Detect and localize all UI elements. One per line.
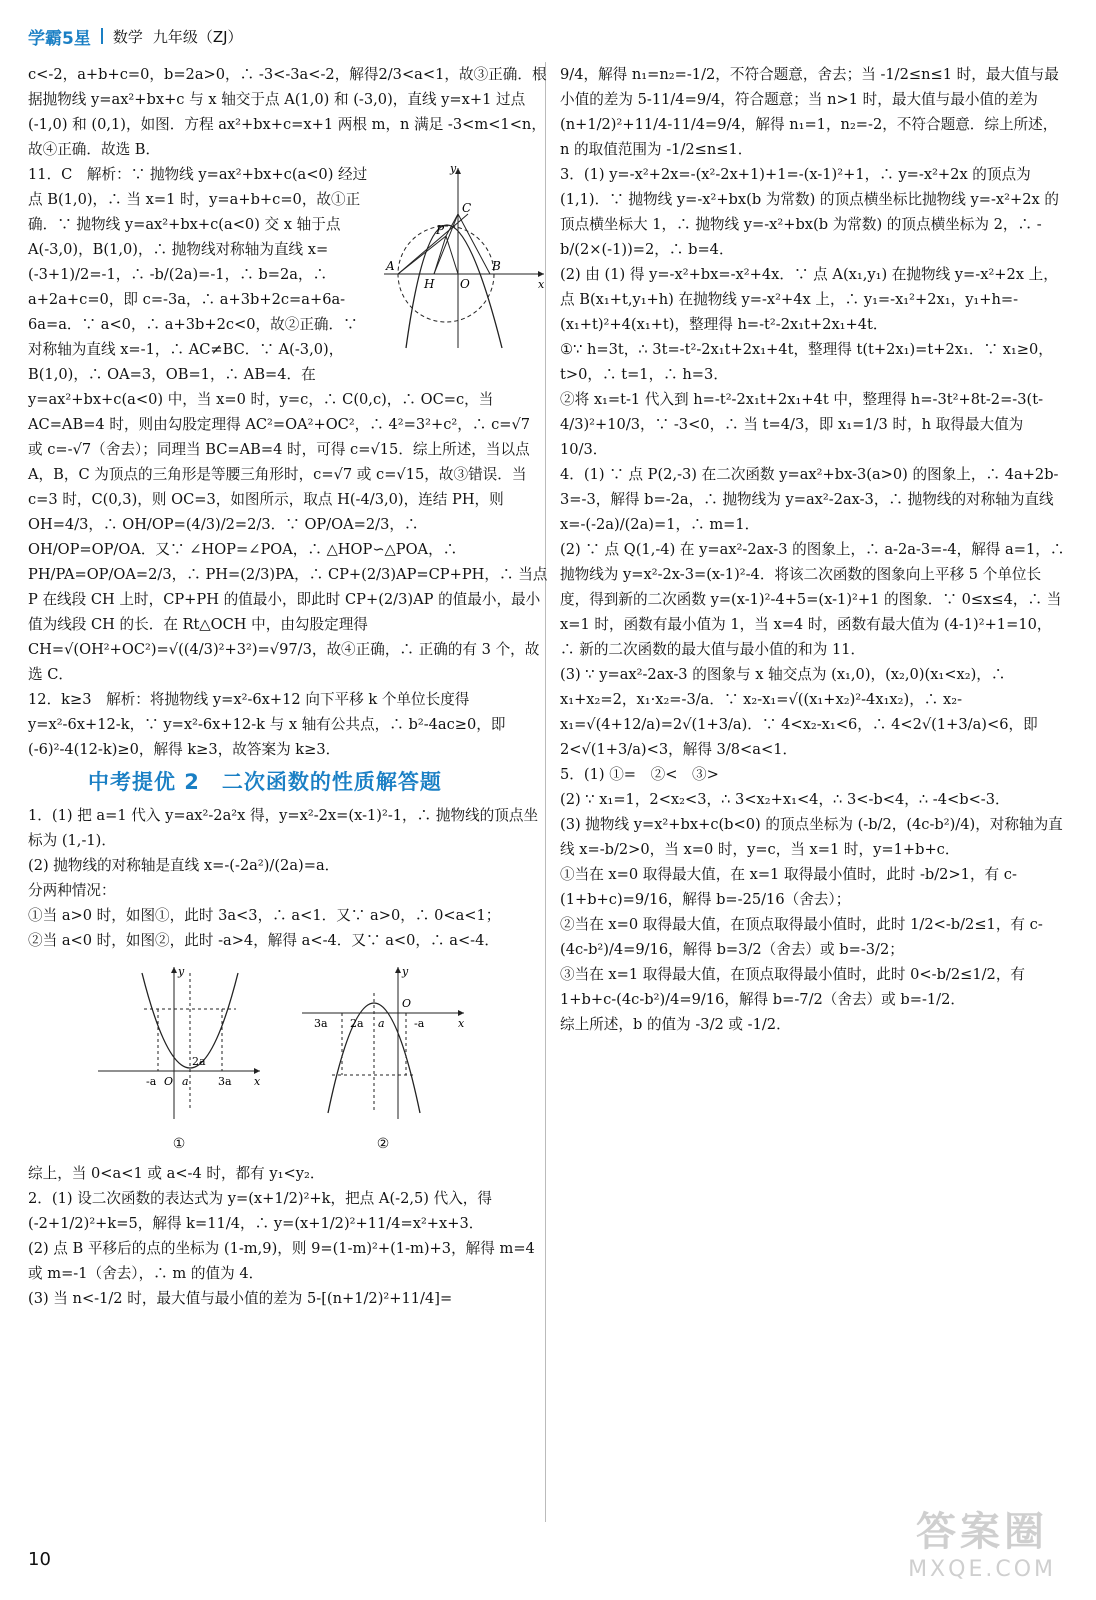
page-header — [28, 20, 243, 52]
answer-11: 11．C 解析：∵ 抛物线 y=ax²+bx+c(a<0) 经过点 B(1,0)，∴ 当 x=1 时，y=a+b+c=0，故①正确．∵ 抛物线 y=ax²+bx+c(a<0) 交 x 轴于点 A(-3,0)，B(1,0)，∴ 抛物线对称轴为直线 x=(-3+1)/2=-1，∴ -b/(2a)=-1，∴ b=2a，∴ a+2a+c=0，即 c=-3a，∴ a+3b+2c=a+6a-6a=a．∵ a<0，∴ a+3b+2c<0，故②正确．∵ 对称轴为直线 x=-1，∴ AC≠BC．∵ A(-3,0)，B(1,0)，∴ OA=3，OB=1，∴ AB=4．在 y=ax²+bx+c(a<0) 中，当 x=0 时，y=c，∴ C(0,c)，∴ OC=c，当 AC=AB=4 时，则由勾股定理得 AC²=OA²+OC²，∴ 4²=3²+c²，∴ c=√7 或 c=-√7（舍去）；同理当 BC=AB=4 时，可得 c=√15．综上所述，当以点 A，B，C 为顶点的三角形是等腰三角形时，c=√7 或 c=√15，故③错误．当 c=3 时，C(0,3)，则 OC=3，如图所示，取点 H(-4/3,0)，连结 PH，则 OH=4/3，∴ OH/OP=(4/3)/2=2/3．∵ OP/OA=2/3，∴ OH/OP=OP/OA．又∵ ∠HOP=∠POA，∴ △HOP∽△POA，∴ PH/PA=OP/OA=2/3，∴ PH=(2/3)PA，∴ CP+(2/3)AP=CP+PH，∴ 当点 P 在线段 CH 上时，CP+PH 的值最小，即此时 CP+(2/3)AP 的值最小，最小值为线段 CH 的长．在 Rt△OCH 中，由勾股定理得 CH=√(OH²+OC²)=√((4/3)²+3²)=√97/3，故④正确，∴ 正确的有 3 个，故选 C． — [28, 166, 548, 683]
q2-part3-cont: 9/4，解得 n₁=n₂=-1/2，不符合题意，舍去；当 -1/2≤n≤1 时，最大值与最小值的差为 5-11/4=9/4，符合题意；当 n>1 时，最大值与最小值的差为 (n+1/2)²+11/4-11/4=9/4，解得 n₁=1，n₂=-2，不符合题意．综上所述，n 的取值范围为 -1/2≤n≤1． — [560, 66, 1059, 158]
svg-text:-a: -a — [146, 1075, 157, 1088]
left-column — [28, 62, 548, 1311]
svg-text:x: x — [254, 1075, 261, 1088]
q1-part1: 1．(1) 把 a=1 代入 y=ax²-2a²x 得，y=x²-2x=(x-1)²-1，∴ 抛物线的顶点坐标为 (1,-1)． — [28, 807, 539, 849]
svg-text:P: P — [436, 223, 445, 237]
header-separator — [101, 28, 103, 44]
svg-text:a: a — [378, 1017, 385, 1030]
q5-part1: 5．(1) ①= ②< ③> — [560, 766, 719, 783]
q2-part2: (2) 点 B 平移后的点的坐标为 (1-m,9)，则 9=(1-m)²+(1-m)+3，解得 m=4 或 m=-1（舍去），∴ m 的值为 4． — [28, 1240, 535, 1282]
svg-text:-a: -a — [414, 1017, 425, 1030]
watermark-logo — [908, 1500, 1056, 1582]
q3-part2: (2) 由 (1) 得 y=-x²+bx=-x²+4x．∵ 点 A(x₁,y₁) 在抛物线 y=-x²+2x 上，点 B(x₁+t,y₁+h) 在抛物线 y=-x²+4x 上，∴ y₁=-x₁²+2x₁，y₁+h=-(x₁+t)²+4(x₁+t)，整理得 h=-t²-2x₁t+2x₁+4t． — [560, 266, 1058, 333]
svg-text:x: x — [538, 278, 545, 291]
svg-text:H: H — [424, 277, 435, 291]
brand-logo: 学霸5星 — [28, 28, 91, 49]
q1-cases-intro: 分两种情况： — [28, 882, 116, 899]
svg-text:A: A — [386, 259, 395, 273]
q4-part3: (3) ∵ y=ax²-2ax-3 的图象与 x 轴交点为 (x₁,0)，(x₂,0)(x₁<x₂)，∴ x₁+x₂=2，x₁·x₂=-3/a．∵ x₂-x₁=√((x₁+x₂)²-4x₁x₂)，∴ x₂-x₁=√(4+12/a)=2√(1+3/a)．∵ 4<x₂-x₁<6，∴ 4<2√(1+3/a)<6，即 2<√(1+3/a)<3，解得 3/8<a<1． — [560, 666, 1038, 758]
q3-part2-case2: ②将 x₁=t-1 代入到 h=-t²-2x₁t+2x₁+4t 中，整理得 h=-3t²+8t-2=-3(t-4/3)²+10/3，∵ -3<0，∴ 当 t=4/3，即 x₁=1/3 时，h 取得最大值为 10/3． — [560, 391, 1044, 458]
section-title: 中考提优 2 二次函数的性质解答题 — [88, 770, 442, 794]
svg-text:B: B — [492, 259, 501, 273]
q1-figures — [94, 963, 548, 1157]
right-column — [560, 62, 1065, 1037]
q5-case1: ①当在 x=0 取得最大值，在 x=1 取得最小值时，此时 -b/2>1，有 c-(1+b+c)=9/16，解得 b=-25/16（舍去）； — [560, 866, 1017, 908]
svg-text:y: y — [178, 965, 185, 978]
figure-q11 — [380, 162, 548, 360]
q5-part2: (2) ∵ x₁=1，2<x₂<3，∴ 3<x₂+x₁<4，∴ 3<-b<4，∴ -4<b<-3． — [560, 791, 1010, 808]
q1-conclusion: 综上，当 0<a<1 或 a<-4 时，都有 y₁<y₂． — [28, 1165, 325, 1182]
svg-text:a: a — [182, 1075, 189, 1088]
svg-text:x: x — [458, 1017, 465, 1030]
q2-part3: (3) 当 n<-1/2 时，最大值与最小值的差为 5-[(n+1/2)²+11/4]= — [28, 1290, 453, 1307]
watermark-line1: 答案圈 — [916, 1509, 1049, 1555]
svg-text:O: O — [164, 1075, 174, 1088]
header-subject: 数学 — [112, 27, 143, 46]
q4-part2: (2) ∵ 点 Q(1,-4) 在 y=ax²-2ax-3 的图象上，∴ a-2a-3=-4，解得 a=1，∴ 抛物线为 y=x²-2x-3=(x-1)²-4．将该二次函数的图象向上平移 5 个单位长度，得到新的二次函数 y=(x-1)²-4+5=(x-1)²+1 的图象．∵ 0≤x≤4，∴ 当 x=1 时，函数有最小值为 1，当 x=4 时，函数有最大值为 (4-1)²+1=10，∴ 新的二次函数的最大值与最小值的和为 11． — [560, 541, 1065, 658]
svg-text:3a: 3a — [218, 1075, 232, 1088]
page-number: 10 — [28, 1549, 51, 1570]
svg-text:2a: 2a — [350, 1017, 364, 1030]
svg-text:y: y — [450, 162, 457, 175]
answer-12: 12．k≥3 解析：将抛物线 y=x²-6x+12 向下平移 k 个单位长度得 y=x²-6x+12-k，∵ y=x²-6x+12-k 与 x 轴有公共点，∴ b²-4ac≥0，即 (-6)²-4(12-k)≥0，解得 k≥3，故答案为 k≥3． — [28, 691, 506, 758]
q1-case2: ②当 a<0 时，如图②，此时 -a>4，解得 a<-4．又∵ a<0，∴ a<-4． — [28, 932, 499, 949]
q5-case3: ③当在 x=1 取得最大值，在顶点取得最小值时，此时 0<-b/2≤1/2，有 1+b+c-(4c-b²)/4=9/16，解得 b=-7/2（舍去）或 b=-1/2． — [560, 966, 1026, 1008]
q2-part1: 2．(1) 设二次函数的表达式为 y=(x+1/2)²+k，把点 A(-2,5) 代入，得 (-2+1/2)²+k=5，解得 k=11/4，∴ y=(x+1/2)²+11/4=x²+x+3． — [28, 1190, 492, 1232]
svg-text:O: O — [460, 277, 470, 291]
q1-part2: (2) 抛物线的对称轴是直线 x=-(-2a²)/(2a)=a． — [28, 857, 340, 874]
header-grade: 九年级（ZJ） — [152, 27, 243, 46]
svg-text:O: O — [402, 997, 412, 1010]
svg-text:3a: 3a — [314, 1017, 328, 1030]
svg-text:y: y — [402, 965, 409, 978]
q3-part2-case1: ①∵ h=3t，∴ 3t=-t²-2x₁t+2x₁+4t，整理得 t(t+2x₁)=t+2x₁．∵ x₁≥0，t>0，∴ t=1，∴ h=3． — [560, 341, 1053, 383]
figure-1-label: ① — [172, 1136, 186, 1152]
figure-2-label: ② — [376, 1136, 390, 1152]
q3-part1: 3．(1) y=-x²+2x=-(x²-2x+1)+1=-(x-1)²+1，∴ y=-x²+2x 的顶点为 (1,1)．∵ 抛物线 y=-x²+bx(b 为常数) 的顶点横坐标比抛物线 y=-x²+2x 的顶点横坐标大 1，∴ 抛物线 y=-x²+bx(b 为常数) 的顶点横坐标为 2，∴ -b/(2×(-1))=2，∴ b=4． — [560, 166, 1059, 258]
q1-case1: ①当 a>0 时，如图①，此时 3a<3，∴ a<1．又∵ a>0，∴ 0<a<1； — [28, 907, 501, 924]
q5-part3: (3) 抛物线 y=x²+bx+c(b<0) 的顶点坐标为 (-b/2，(4c-b²)/4)，对称轴为直线 x=-b/2>0，当 x=0 时，y=c，当 x=1 时，y=1+b+c． — [560, 816, 1063, 858]
svg-text:C: C — [462, 201, 472, 215]
figure-2 — [298, 963, 468, 1157]
figure-1 — [94, 963, 264, 1157]
svg-text:2a: 2a — [192, 1055, 206, 1068]
q5-case2: ②当在 x=0 取得最大值，在顶点取得最小值时，此时 1/2<-b/2≤1，有 c-(4c-b²)/4=9/16，解得 b=3/2（舍去）或 b=-3/2； — [560, 916, 1043, 958]
answer-10-tail: c<-2，a+b+c=0，b=2a>0，∴ -3<-3a<-2，解得2/3<a<1，故③正确．根据抛物线 y=ax²+bx+c 与 x 轴交于点 A(1,0) 和 (-3,0)，直线 y=x+1 过点 (-1,0) 和 (0,1)，如图．方程 ax²+bx+c=x+1 两根 m，n 满足 -3<m<1<n，故④正确．故选 B． — [28, 66, 547, 158]
watermark-line2: MXQE.COM — [908, 1557, 1056, 1582]
q5-conclusion: 综上所述，b 的值为 -3/2 或 -1/2． — [560, 1016, 791, 1033]
q4-part1: 4．(1) ∵ 点 P(2,-3) 在二次函数 y=ax²+bx-3(a>0) 的图象上，∴ 4a+2b-3=-3，解得 b=-2a，∴ 抛物线为 y=ax²-2ax-3，∴ 抛物线的对称轴为直线 x=-(-2a)/(2a)=1，∴ m=1． — [560, 466, 1059, 533]
